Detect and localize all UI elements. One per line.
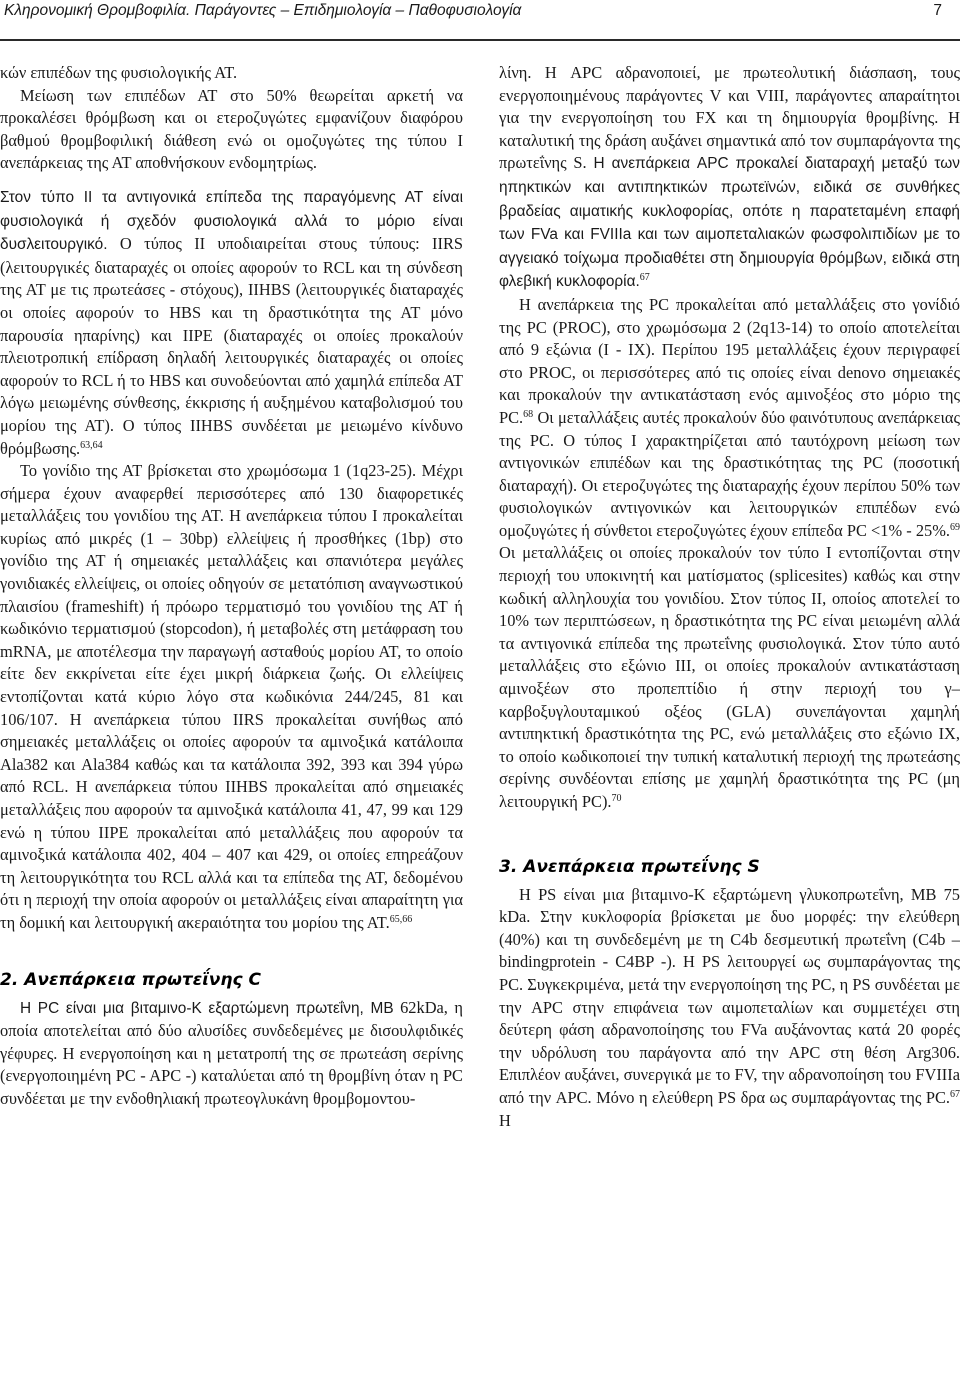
running-header [0,0,960,22]
citation: 65,66 [389,913,413,925]
section-heading: 2. Ανεπάρκεια πρωτεΐνης C [0,969,261,990]
text-run: 62kDa, η οποία αποτελείται από δύο αλυσίδες συνδεδεμένες με δισουλφιδικές γέφυρες. Η ενεργοποίηση και η μετατροπή της σε πρωτεάση σερίνης (ενεργοποιημένη PC - APC -) καταλύεται από τη θρομβίνη όταν η PC συνδέεται με την ενδοθηλιακή πρωτεογλυκάνη θρομβομοντου- [0,997,463,1108]
section-heading: 3. Ανεπάρκεια πρωτεΐνης S [499,856,760,877]
paragraph [499,294,960,814]
left-column [0,62,463,1111]
text-run: Η ανεπάρκεια της PC προκαλείται από μεταλλάξεις στο γονίδιό της PC (PROC), στο χρωμόσωμα 2 (2q13-14) το οποίο αποτελείται από 9 εξώνια (I - IX). Περίπου 195 μεταλλάξεις έχουν περιγραφεί στο PROC, οι περισσότερες από τις οποίες είναι denovo σημειακές και προκαλούν την αντικατάσταση ενός αμινοξέος στο μόριο της PC. [499,294,960,427]
paragraph [499,62,960,294]
right-column [499,62,960,1132]
page-number: 7 [933,2,942,19]
text-run: Η [499,1110,511,1130]
text-run: Η PC είναι μια βιταμινο-Κ εξαρτώμενη πρωτεΐνη, ΜΒ [20,999,394,1017]
paragraph: κών επιπέδων της φυσιολογικής ΑΤ. [0,63,238,82]
text-run: Ο τύπος II υποδιαιρείται στους τύπους: IIRS (λειτουργικές διαταραχές οι οποίες αφορούν το RCL και τη σύνδεση της ΑΤ με τις πρωτεάσες - στόχους), IIHBS (λειτουργικές διαταραχές οι οποίες αφορούν το HBS και τη δραστικότητα της ΑΤ μόνο παρουσία ηπαρίνης) και IIPE (διαταραχές οι οποίες προκαλούν πλειοτροπική επίδραση δηλαδή λειτουργικές διαταραχές οι οποίες αφορούν το RCL ή το HBS και συνοδεύονται από χαμηλά επίπεδα ΑΤ λόγω μειωμένης σύνθεσης, έκκρισης ή αυξημένου καταβολισμού του μορίου της ΑΤ). Ο τύπος IIHBS συνδέεται με μειωμένο κίνδυνο θρόμβωσης. [0,234,463,458]
paragraph: Μείωση των επιπέδων ΑΤ στο 50% θεωρείται αρκετή να προκαλέσει θρόμβωση και οι ετεροζυγώτες εμφανίζουν διαφόρου βαθμού θρομβοφιλική διάθεση ενώ οι ομοζυγώτες της τύπου I ανεπάρκειας της ΑΤ αποθνήσκουν ενδομητρίως. [0,85,463,173]
text-run: Η PS είναι μια βιταμινο-Κ εξαρτώμενη γλυκοπρωτεΐνη, ΜΒ 75 kDa. Στην κυκλοφορία βρίσκεται με δυο μορφές: την ελεύθερη (40%) και τη συνδεδεμένη με τη C4b δεσμευτική πρωτεΐνη (C4b – bindingprotein - C4BP -). Η PS λειτουργεί ως συμπαράγοντας της PC. Συγκεκριμένα, μετά την ενεργοποίηση της PC, η PS συνδέεται με την APC στην επιφάνεια των αιμοπεταλίων και συμμετέχει στη δεύτερη φάση αδρανοποίησης του FVa αυξάνοντας κατά 20 φορές την υδρόλυση του παράγοντα από την APC στη θέση Arg306. Επιπλέον αυξάνει, συνεργικά με το FV, την αδρανοποίηση του FVIIIa από την APC. Μόνο η ελεύθερη PS δρα ως συμπαράγοντας της PC. [499,884,960,1107]
paragraph [499,884,960,1133]
text-run: Η ανεπάρκεια APC προκαλεί διαταραχή μεταξύ των ηπηκτικών και αντιπηκτικών πρωτεϊνών, ειδικά σε συνθήκες βραδείας αιματικής κυκλοφορίας, οπότε η παρατεταμένη επαφή των FVa και FVIIIa και των αιμοπεταλιακών φωσφολιπιδίων με το αγγειακό τοίχωμα προδιαθέτει στη δημιουργία θρόμβων, ειδικά στη φλεβική κυκλοφορία. [499,155,960,291]
paragraph [0,460,463,934]
paragraph [0,186,463,460]
citation: 67 [639,272,650,284]
citation: 69 [950,521,960,533]
text-run: Οι μεταλλάξεις αυτές προκαλούν δύο φαινότυπους ανεπάρκειας της PC. Ο τύπος I χαρακτηρίζεται από ταυτόχρονη μείωση των αντιγονικών επιπέδων και της δραστικότητας της PC (ποσοτική διαταραχή). Οι ετεροζυγώτες της διαταραχής έχουν περίπου 50% των φυσιολογικών αντιγονικών και λειτουργικών επιπέδων ενώ ομοζυγώτες ή σύνθετοι ετεροζυγώτες έχουν επίπεδα PC <1% - 25%. [499,407,960,540]
citation: 68 [523,408,534,420]
text-run: Στον τύπο II τα αντιγονικά επίπεδα της παραγόμενης ΑΤ είναι φυσιολογικά ή σχεδόν φυσιολογικά αλλά το μόριο είναι δυσλειτουργικό. [0,188,463,254]
citation: 70 [611,793,622,804]
citation: 63,64 [80,439,103,451]
text-run: λίνη. Η APC αδρανοποιεί, με πρωτεολυτική διάσπαση, τους ενεργοποιημένους παράγοντες V και VIII, παράγοντες απαραίτητοι για την ενεργοποίηση του FX και τη δημιουργία θρομβίνης. Η καταλυτική της δράση αυξάνει σημαντικά από τον συμπαράγοντα της πρωτεΐνης S. [499,63,960,173]
paragraph [0,997,463,1111]
citation: 67 [950,1088,960,1100]
text-run: Οι μεταλλάξεις οι οποίες προκαλούν τον τύπο I εντοπίζονται στην περιοχή του υποκινητή και ματίσματος (splicesites) καθώς και στην κωδική αλληλουχία του γονιδίου. Στον τύπος II, οποίος αποτελεί το 10% των περιπτώσεων, η δραστικότητα της PC είναι μειωμένη αλλά τα αντιγονικά επίπεδα της πρωτεΐνης φυσιολογικά. Στον τύπο αυτό μεταλλάξεις στο εξώνιο III, οι οποίες προκαλούν αντικατάσταση αμινοξέων στο προπεπτίδιο ή στην περιοχή του γ–καρβοξυγλουταμικού οξέος (GLA) συνεπάγονται χαμηλή αντιπηκτική δραστικότητα της PC, ενώ μεταλλάξεις στο εξώνιο IX, το οποίο κωδικοποιεί την τυπική καταλυτική περιοχή της πρωτεάσης σερίνης συνδέονται επίσης με χαμηλή δραστικότητα της PC (μη λειτουργική PC). [499,543,960,811]
header-rule [0,39,960,41]
running-title: Κληρονομική Θρομβοφιλία. Παράγοντες – Επιδημιολογία – Παθοφυσιολογία [4,2,522,19]
text-run: Το γονίδιο της ΑΤ βρίσκεται στο χρωμόσωμα 1 (1q23-25). Μέχρι σήμερα έχουν αναφερθεί περισσότερες από 130 διαφορετικές μεταλλάξεις του γονιδίου της ΑΤ. Η ανεπάρκεια τύπου I προκαλείται κυρίως από μικρές (1 – 30bp) ελλείψεις ή προσθήκες (1bp) στο γονίδιο της ΑΤ ή σημειακές μεταλλάξεις και σπανιότερα μεγάλες γονιδιακές ελλείψεις, οι οποίες οδηγούν σε μετατόπιση αναγνωστικού πλαισίου (frameshift) ή πρόωρο τερματισμό του γονιδίου της ΑΤ ή κωδικόνιο τερματισμού (stopcodon), ή μεταβολές στη μετάφραση του mRNA, με αποτέλεσμα την παραγωγή ασταθούς μορίου ΑΤ, το οποίο είτε δεν εκκρίνεται είτε έχει μικρή διάρκεια ζωής. Οι ελλείψεις εντοπίζονται κατά κύριο λόγο στα κωδικόνια 244/245, 81 και 106/107. Η ανεπάρκεια τύπου IIRS προκαλείται συνήθως από σημειακές μεταλλάξεις οι οποίες αφορούν τα αμινοξικά κατάλοιπα Ala382 και Ala384 καθώς και τα κατάλοιπα 392, 393 και 394 γύρω από RCL. Η ανεπάρκεια τύπου IIHBS προκαλείται από σημειακές μεταλλάξεις που αφορούν τα αμινοξικά κατάλοιπα 41, 47, 99 και 129 ενώ η τύπου IIPE προκαλείται από μεταλλάξεις που αφορούν τα αμινοξικά κατάλοιπα 402, 404 – 407 και 429, οι οποίες επηρεάζουν τη λειτουργικότητα του RCL αλλά και τα επίπεδα της ΑΤ, δεδομένου ότι η περιοχή την οποία αφορούν οι μεταλλάξεις είναι απαραίτητη για τη δομική και λειτουργική ακεραιότητα του μορίου της ΑΤ. [0,461,463,932]
